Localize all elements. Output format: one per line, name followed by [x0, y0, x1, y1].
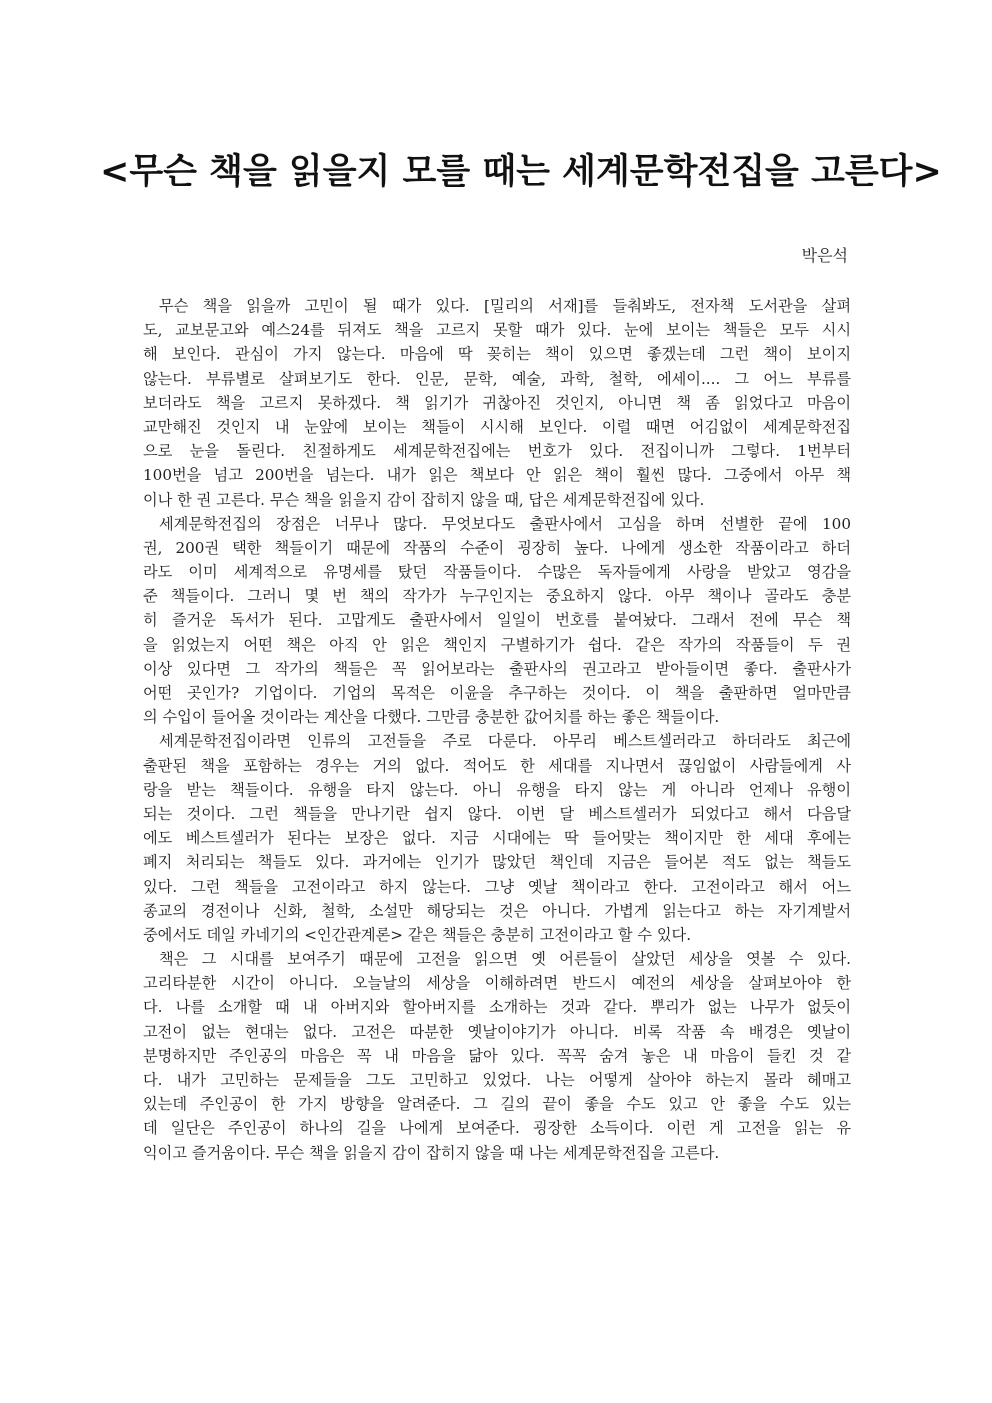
text-line: 교만해진 것인지 내 눈앞에 보이는 책들이 시시해 보인다. 이럴 때면 어김없이 세계문학전집: [143, 417, 851, 436]
text-line: 폐지 처리되는 책들도 있다. 과거에는 인기가 많았던 책인데 지금은 들어본 적도 없는 책들도: [143, 853, 851, 872]
text-line: 고리타분한 시간이 아니다. 오늘날의 세상을 이해하려면 반드시 예전의 세상을 살펴보아야 한: [143, 974, 851, 993]
text-line: 다. 나를 소개할 때 내 아버지와 할아버지를 소개하는 것과 같다. 뿌리가 없는 나무가 없듯이: [143, 998, 851, 1017]
text-line: 출판된 책을 포함하는 경우는 거의 없다. 적어도 한 세대를 지나면서 끊임없이 사람들에게 사: [143, 756, 851, 775]
text-line: 이상 있다면 그 작가의 책들은 꼭 읽어보라는 출판사의 권고라고 받아들이면 좋다. 출판사가: [143, 659, 851, 678]
text-line: 있는데 주인공이 한 가지 방향을 알려준다. 그 길의 끝이 좋을 수도 있고 안 좋을 수도 있는: [143, 1095, 851, 1114]
text-line: 준 책들이다. 그러니 몇 번 책의 작가가 누구인지는 중요하지 않다. 아무 책이나 골라도 충분: [143, 587, 851, 606]
text-line: 고전이 없는 현대는 없다. 고전은 따분한 옛날이야기가 아니다. 비록 작품 속 배경은 옛날이: [143, 1022, 851, 1041]
text-line: 해 보인다. 관심이 가지 않는다. 마음에 딱 꽂히는 책이 있으면 좋겠는데 그런 책이 보이지: [143, 345, 851, 364]
text-line: 않는다. 부류별로 살펴보기도 한다. 인문, 문학, 예술, 과학, 철학, 에세이.... 그 어느 부류를: [143, 369, 851, 388]
text-line: 세계문학전집이라면 인류의 고전들을 주로 다룬다. 아무리 베스트셀러라고 하더라도 최근에: [159, 732, 851, 751]
text-line: 으로 눈을 돌린다. 친절하게도 세계문학전집에는 번호가 있다. 전집이니까 그렇다. 1번부터: [143, 442, 851, 461]
text-line: 있다. 그런 책들을 고전이라고 하지 않는다. 그냥 옛날 책이라고 한다. 고전이라고 해서 어느: [143, 877, 851, 896]
text-line: 익이고 즐거움이다. 무슨 책을 읽을지 감이 잡히지 않을 때 나는 세계문학전집을 고른다.: [143, 1143, 720, 1162]
text-line: 세계문학전집의 장점은 너무나 많다. 무엇보다도 출판사에서 고심을 하며 선별한 끝에 100: [159, 514, 851, 533]
essay-body: [143, 294, 851, 1165]
text-line: 무슨 책을 읽을까 고민이 될 때가 있다. [밀리의 서재]를 들춰봐도, 전자책 도서관을 살펴: [159, 297, 851, 315]
text-line: 100번을 넘고 200번을 넘는다. 내가 읽은 책보다 안 읽은 책이 훨씬 많다. 그중에서 아무 책: [143, 466, 851, 485]
document-title: <무슨 책을 읽을지 모를 때는 세계문학전집을 고른다>: [100, 152, 942, 192]
text-line: 라도 이미 세계적으로 유명세를 탔던 작품들이다. 수많은 독자들에게 사랑을 받았고 영감을: [143, 563, 851, 582]
text-line: 되는 것이다. 그런 책들을 만나기란 쉽지 않다. 이번 달 베스트셀러가 되었다고 해서 다음달: [143, 804, 851, 823]
text-line: 에도 베스트셀러가 된다는 보장은 없다. 지금 시대에는 딱 들어맞는 책이지만 한 세대 후에는: [143, 829, 851, 848]
text-line: 책은 그 시대를 보여주기 때문에 고전을 읽으면 옛 어른들이 살았던 세상을 엿볼 수 있다.: [159, 950, 851, 969]
text-line: 보더라도 책을 고르지 못하겠다. 책 읽기가 귀찮아진 것인지, 아니면 책 좀 읽었다고 마음이: [143, 393, 851, 412]
paragraph: [143, 947, 851, 1165]
text-line: 종교의 경전이나 신화, 철학, 소설만 해당되는 것은 아니다. 가볍게 읽는다고 하는 자기계발서: [143, 901, 851, 920]
paragraph: [143, 294, 851, 512]
text-line: 중에서도 데일 카네기의 <인간관계론> 같은 책들은 충분히 고전이라고 할 수 있다.: [143, 925, 692, 944]
paragraph: [143, 512, 851, 730]
text-line: 도, 교보문고와 예스24를 뒤져도 책을 고르지 못할 때가 있다. 눈에 보이는 책들은 모두 시시: [143, 321, 851, 340]
text-line: 의 수입이 들어올 것이라는 계산을 다했다. 그만큼 충분한 값어치를 하는 좋은 책들이다.: [143, 708, 720, 727]
text-line: 분명하지만 주인공의 마음은 꼭 내 마음을 닮아 있다. 꼭꼭 숨겨 놓은 내 마음이 들킨 것 같: [143, 1046, 851, 1065]
author-name: 박은석: [801, 246, 848, 265]
text-line: 다. 내가 고민하는 문제들을 그도 고민하고 있었다. 나는 어떻게 살아야 하는지 몰라 헤매고: [143, 1071, 851, 1089]
text-line: 이나 한 권 고른다. 무슨 책을 읽을지 감이 잡히지 않을 때, 답은 세계문학전집에 있다.: [143, 490, 705, 509]
text-line: 데 일단은 주인공이 하나의 길을 나에게 보여준다. 굉장한 소득이다. 이런 게 고전을 읽는 유: [143, 1119, 851, 1138]
text-line: 을 읽었는지 어떤 책은 아직 안 읽은 책인지 구별하기가 쉽다. 같은 작가의 작품들이 두 권: [143, 635, 851, 654]
text-line: 권, 200권 택한 책들이기 때문에 작품의 수준이 굉장히 높다. 나에게 생소한 작품이라고 하더: [143, 538, 851, 557]
paragraph: [143, 729, 851, 947]
text-line: 히 즐거운 독서가 된다. 고맙게도 출판사에서 일일이 번호를 붙여놨다. 그래서 전에 무슨 책: [143, 611, 851, 630]
text-line: 어떤 곳인가? 기업이다. 기업의 목적은 이윤을 추구하는 것이다. 이 책을 출판하면 얼마만큼: [143, 684, 851, 702]
text-line: 랑을 받는 책들이다. 유행을 타지 않는다. 아니 유행을 타지 않는 게 아니라 언제나 유행이: [143, 780, 851, 799]
